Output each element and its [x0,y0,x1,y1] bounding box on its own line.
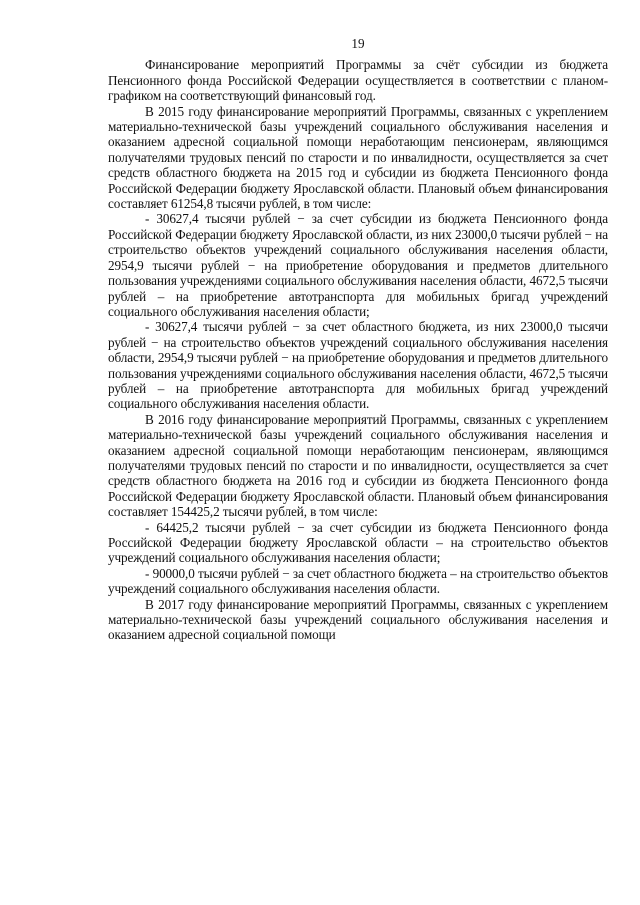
paragraph-2015-regional-budget: - 30627,4 тысячи рублей − за счет областного бюджета, из них 23000,0 тысячи рублей − на строительство объектов учреждений социального обслуживания населения области, 2954,9 тысячи рублей − на приобретение оборудования и предметов длительного пользования учреждениями социального обслуживания населения области, 4672,5 тысячи рублей – на приобретение автотранспорта для мобильных бригад учреждений социального обслуживания населения области. [108,319,608,412]
paragraph-2016-intro: В 2016 году финансирование мероприятий Программы, связанных с укреплением материально-технической базы учреждений социального обслуживания населения и оказанием адресной социальной помощи неработающим пенсионерам, являющимся получателями трудовых пенсий по старости и по инвалидности, осуществляется за счет средств областного бюджета на 2016 год и субсидии из бюджета Пенсионного фонда Российской Федерации бюджету Ярославской области. Плановый объем финансирования составляет 154425,2 тысячи рублей, в том числе: [108,411,608,520]
paragraph-2015-pension-fund: - 30627,4 тысячи рублей − за счет субсидии из бюджета Пенсионного фонда Российской Федерации бюджету Ярославской области, из них 23000,0 тысячи рублей − на строительство объектов учреждений социального обслуживания населения области, 2954,9 тысячи рублей − на приобретение оборудования и предметов длительного пользования учреждениями социального обслуживания населения области, 4672,5 тысячи рублей – на приобретение автотранспорта для мобильных бригад учреждений социального обслуживания населения области; [108,211,608,319]
paragraph-2015-intro: В 2015 году финансирование мероприятий Программы, связанных с укреплением материально-технической базы учреждений социального обслуживания населения и оказанием адресной социальной помощи неработающим пенсионерам, являющимся получателями трудовых пенсий по старости и по инвалидности, осуществляется за счет средств областного бюджета на 2015 год и субсидии из бюджета Пенсионного фонда Российской Федерации бюджету Ярославской области. Плановый объем финансирования составляет 61254,8 тысячи рублей, в том числе: [108,103,608,212]
page-number: 19 [351,36,365,51]
paragraph-2016-pension-fund: - 64425,2 тысячи рублей − за счет субсидии из бюджета Пенсионного фонда Российской Федерации бюджету Ярославской области – на строительство объектов учреждений социального обслуживания населения области; [108,519,608,566]
paragraph-financing-subsidy: Финансирование мероприятий Программы за счёт субсидии из бюджета Пенсионного фонда Российской Федерации осуществляется в соответствии с планом-графиком на соответствующий финансовый год. [108,57,608,104]
paragraph-2016-regional-budget: - 90000,0 тысячи рублей − за счет областного бюджета – на строительство объектов учреждений социального обслуживания населения области. [108,565,608,597]
paragraph-2017-intro: В 2017 году финансирование мероприятий Программы, связанных с укреплением материально-технической базы учреждений социального обслуживания населения и оказанием адресной социальной помощи [108,596,608,643]
